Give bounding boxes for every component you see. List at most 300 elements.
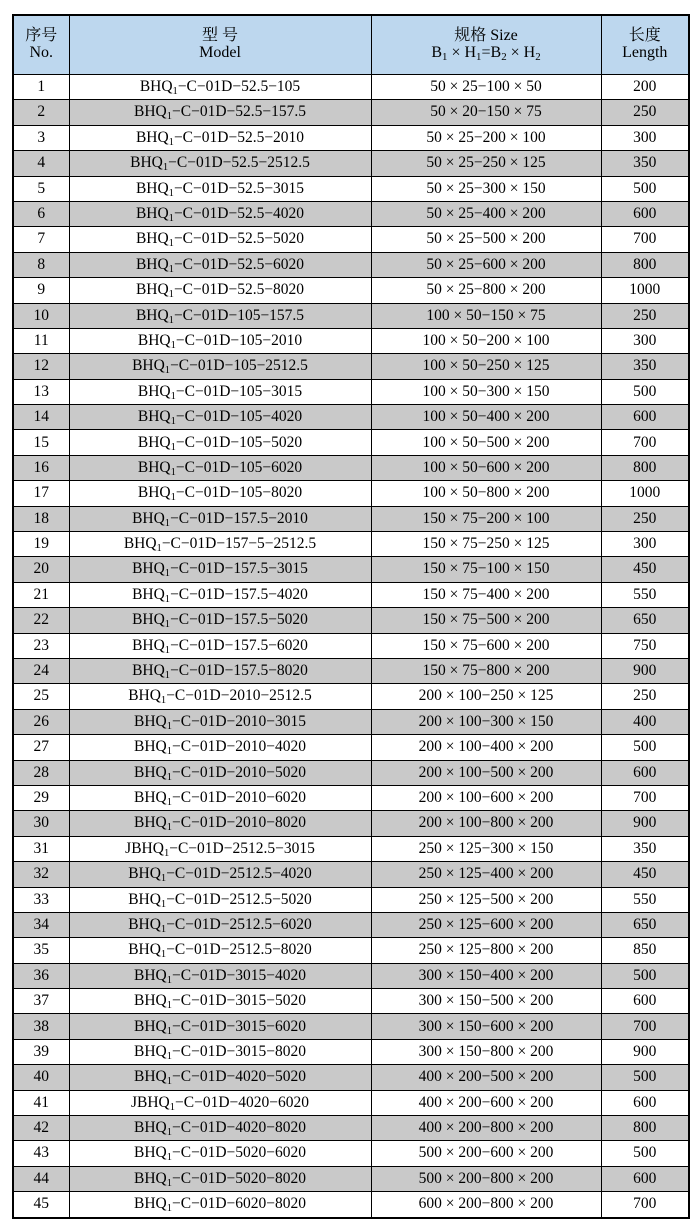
- cell-length: 200: [601, 75, 689, 100]
- model-prefix: BHQ: [134, 103, 167, 121]
- cell-size: 200 × 100−300 × 150: [371, 709, 601, 734]
- model-prefix: BHQ: [134, 712, 167, 730]
- model-prefix: BHQ: [132, 636, 165, 654]
- table-row: [13, 278, 689, 303]
- model-subscript: 1: [166, 771, 172, 783]
- model-prefix: JBHQ: [125, 839, 164, 857]
- cell-model: [69, 405, 371, 430]
- cell-size: 150 × 75−800 × 200: [371, 658, 601, 683]
- model-prefix: BHQ: [134, 789, 167, 806]
- column-header-no: [13, 15, 69, 75]
- model-subscript: 1: [170, 466, 176, 478]
- cell-size: 500 × 200−800 × 200: [371, 1166, 601, 1191]
- model-suffix: −C−01D−52.5−105: [177, 78, 301, 96]
- table-row: [13, 227, 689, 252]
- cell-no: 16: [13, 455, 69, 480]
- cell-model: [69, 836, 371, 861]
- cell-size: 250 × 125−600 × 200: [371, 912, 601, 937]
- cell-no: 37: [13, 989, 69, 1014]
- model-subscript: 1: [166, 797, 172, 808]
- size-formula-mid2: × H: [506, 44, 536, 61]
- model-subscript: 1: [168, 314, 174, 326]
- cell-size: 50 × 25−800 × 200: [371, 278, 601, 303]
- model-suffix: −C−01D−105−4020: [175, 408, 303, 426]
- cell-size: 500 × 200−600 × 200: [371, 1141, 601, 1166]
- cell-no: 15: [13, 430, 69, 455]
- model-subscript: 1: [166, 822, 172, 834]
- cell-size: 200 × 100−400 × 200: [371, 735, 601, 760]
- cell-model: [69, 201, 371, 226]
- model-subscript: 1: [170, 339, 176, 351]
- model-subscript: 1: [164, 670, 171, 682]
- cell-no: 31: [13, 836, 69, 861]
- cell-size: 200 × 100−600 × 200: [371, 785, 601, 810]
- cell-length: 400: [601, 709, 689, 734]
- cell-no: 42: [13, 1116, 69, 1141]
- cell-length: 900: [601, 1039, 689, 1064]
- size-formula-eq: =B: [481, 44, 502, 61]
- cell-size: 150 × 75−400 × 200: [371, 582, 601, 607]
- specification-table: [12, 14, 690, 1219]
- cell-length: 750: [601, 633, 689, 658]
- model-suffix: −C−01D−52.5−2512.5: [168, 154, 310, 172]
- cell-no: 45: [13, 1192, 69, 1218]
- model-suffix: −C−01D−5020−8020: [172, 1169, 306, 1187]
- model-prefix: BHQ: [135, 230, 169, 248]
- table-row: [13, 938, 689, 963]
- model-suffix: −C−01D−157.5−3015: [170, 560, 308, 578]
- cell-no: 30: [13, 811, 69, 836]
- model-subscript: 1: [168, 263, 174, 275]
- cell-size: 200 × 100−500 × 200: [371, 760, 601, 785]
- cell-length: 650: [601, 608, 689, 633]
- cell-model: [69, 760, 371, 785]
- header-row: [13, 15, 689, 75]
- model-subscript: 1: [166, 720, 172, 732]
- cell-size: 250 × 125−800 × 200: [371, 938, 601, 963]
- model-prefix: JBHQ: [130, 1093, 170, 1111]
- model-subscript: 1: [164, 619, 171, 631]
- model-prefix: BHQ: [132, 585, 165, 603]
- model-subscript: 1: [168, 187, 174, 199]
- cell-no: 7: [13, 227, 69, 252]
- table-row: [13, 176, 689, 201]
- cell-no: 27: [13, 735, 69, 760]
- cell-length: 650: [601, 912, 689, 937]
- model-subscript: 1: [169, 1101, 176, 1113]
- model-prefix: BHQ: [132, 509, 165, 527]
- cell-length: 700: [601, 430, 689, 455]
- model-prefix: BHQ: [135, 255, 169, 273]
- table-row: [13, 481, 689, 506]
- model-suffix: −C−01D−52.5−6020: [173, 255, 305, 273]
- cell-length: 600: [601, 201, 689, 226]
- cell-no: 33: [13, 887, 69, 912]
- cell-model: [69, 125, 371, 150]
- model-subscript: 1: [168, 238, 174, 250]
- table-row: [13, 658, 689, 683]
- size-formula-b2-sub: 2: [501, 51, 507, 63]
- cell-model: [69, 100, 371, 125]
- cell-model: [69, 658, 371, 683]
- table-row: [13, 303, 689, 328]
- cell-size: 100 × 50−400 × 200: [371, 405, 601, 430]
- cell-no: 28: [13, 760, 69, 785]
- model-subscript: 1: [170, 416, 176, 428]
- model-suffix: −C−01D−157−5−2512.5: [161, 535, 317, 553]
- column-header-model-cn: 型 号: [201, 27, 238, 45]
- cell-model: [69, 151, 371, 176]
- model-suffix: −C−01D−157.5−8020: [170, 662, 308, 680]
- cell-size: 300 × 150−400 × 200: [371, 963, 601, 988]
- model-prefix: BHQ: [135, 128, 169, 146]
- column-header-model-en: Model: [199, 44, 241, 61]
- model-suffix: −C−01D−105−3015: [175, 382, 303, 400]
- cell-no: 4: [13, 151, 69, 176]
- model-prefix: BHQ: [135, 281, 169, 299]
- table-row: [13, 633, 689, 658]
- cell-model: [69, 633, 371, 658]
- cell-no: 17: [13, 481, 69, 506]
- model-subscript: 1: [170, 441, 176, 453]
- cell-no: 36: [13, 963, 69, 988]
- model-suffix: −C−01D−2512.5−4020: [166, 865, 312, 883]
- table-row: [13, 151, 689, 176]
- cell-model: [69, 1141, 371, 1166]
- table-row: [13, 1166, 689, 1191]
- model-suffix: −C−01D−2010−8020: [172, 814, 306, 832]
- column-header-no-cn: 序号: [25, 27, 58, 45]
- column-header-length-cn: 长度: [628, 27, 661, 45]
- cell-no: 13: [13, 379, 69, 404]
- table-row: [13, 430, 689, 455]
- cell-length: 1000: [601, 278, 689, 303]
- table-row: [13, 684, 689, 709]
- model-prefix: BHQ: [132, 611, 165, 629]
- cell-model: [69, 608, 371, 633]
- table-row: [13, 201, 689, 226]
- cell-length: 250: [601, 506, 689, 531]
- model-subscript: 1: [168, 213, 174, 225]
- cell-model: [69, 252, 371, 277]
- model-suffix: −C−01D−105−2512.5: [170, 357, 308, 375]
- model-suffix: −C−01D−2512.5−8020: [166, 941, 312, 959]
- column-header-size: [371, 15, 601, 75]
- model-prefix: BHQ: [134, 1042, 167, 1060]
- cell-model: [69, 684, 371, 709]
- model-prefix: BHQ: [135, 205, 169, 223]
- cell-no: 1: [13, 75, 69, 100]
- model-prefix: BHQ: [134, 1068, 167, 1086]
- cell-size: 50 × 25−200 × 100: [371, 125, 601, 150]
- cell-no: 11: [13, 328, 69, 353]
- model-subscript: 1: [166, 1177, 172, 1189]
- model-suffix: −C−01D−4020−8020: [172, 1119, 306, 1137]
- table-row: [13, 328, 689, 353]
- table-row: [13, 709, 689, 734]
- model-prefix: BHQ: [134, 738, 167, 756]
- cell-model: [69, 811, 371, 836]
- model-suffix: −C−01D−52.5−8020: [173, 281, 305, 299]
- model-prefix: BHQ: [134, 1195, 167, 1213]
- cell-size: 200 × 100−250 × 125: [371, 684, 601, 709]
- cell-size: 400 × 200−800 × 200: [371, 1116, 601, 1141]
- table-row: [13, 100, 689, 125]
- table-row: [13, 506, 689, 531]
- cell-model: [69, 963, 371, 988]
- cell-model: [69, 379, 371, 404]
- model-prefix: BHQ: [134, 1017, 167, 1035]
- size-formula-h1-sub: 1: [476, 51, 482, 63]
- model-suffix: −C−01D−5020−6020: [172, 1144, 306, 1162]
- model-subscript: 1: [168, 289, 174, 301]
- column-header-length: [601, 15, 689, 75]
- cell-length: 500: [601, 379, 689, 404]
- model-suffix: −C−01D−52.5−2010: [173, 128, 305, 146]
- cell-no: 14: [13, 405, 69, 430]
- cell-no: 6: [13, 201, 69, 226]
- cell-no: 9: [13, 278, 69, 303]
- cell-no: 2: [13, 100, 69, 125]
- cell-no: 39: [13, 1039, 69, 1064]
- cell-size: 300 × 150−600 × 200: [371, 1014, 601, 1039]
- table-row: [13, 887, 689, 912]
- cell-no: 3: [13, 125, 69, 150]
- model-prefix: BHQ: [134, 966, 167, 984]
- model-suffix: −C−01D−52.5−4020: [173, 205, 305, 223]
- cell-model: [69, 582, 371, 607]
- model-subscript: 1: [166, 1000, 172, 1012]
- cell-length: 300: [601, 328, 689, 353]
- cell-length: 850: [601, 938, 689, 963]
- model-subscript: 1: [168, 136, 174, 148]
- cell-size: 400 × 200−500 × 200: [371, 1065, 601, 1090]
- model-prefix: BHQ: [123, 535, 157, 553]
- table-row: [13, 1039, 689, 1064]
- cell-model: [69, 709, 371, 734]
- cell-no: 34: [13, 912, 69, 937]
- cell-length: 700: [601, 227, 689, 252]
- model-suffix: −C−01D−52.5−3015: [173, 179, 305, 197]
- cell-model: [69, 887, 371, 912]
- cell-size: 150 × 75−200 × 100: [371, 506, 601, 531]
- cell-model: [69, 1039, 371, 1064]
- cell-size: 250 × 125−500 × 200: [371, 887, 601, 912]
- cell-no: 21: [13, 582, 69, 607]
- cell-length: 500: [601, 176, 689, 201]
- table-row: [13, 1192, 689, 1218]
- cell-length: 250: [601, 100, 689, 125]
- model-prefix: BHQ: [137, 408, 171, 426]
- cell-length: 350: [601, 836, 689, 861]
- cell-size: 100 × 50−250 × 125: [371, 354, 601, 379]
- cell-model: [69, 532, 371, 557]
- model-subscript: 1: [166, 974, 172, 986]
- table-row: [13, 455, 689, 480]
- cell-size: 100 × 50−600 × 200: [371, 455, 601, 480]
- cell-length: 550: [601, 582, 689, 607]
- cell-size: 50 × 25−300 × 150: [371, 176, 601, 201]
- model-subscript: 1: [170, 390, 176, 402]
- table-row: [13, 608, 689, 633]
- model-prefix: BHQ: [137, 433, 171, 451]
- table-row: [13, 582, 689, 607]
- model-suffix: −C−01D−3015−5020: [172, 992, 306, 1010]
- cell-length: 300: [601, 125, 689, 150]
- model-suffix: −C−01D−157.5−5020: [170, 611, 308, 629]
- table-header: [13, 15, 689, 75]
- cell-no: 26: [13, 709, 69, 734]
- cell-length: 600: [601, 760, 689, 785]
- table-row: [13, 125, 689, 150]
- cell-model: [69, 557, 371, 582]
- cell-model: [69, 989, 371, 1014]
- table-row: [13, 1014, 689, 1039]
- model-subscript: 1: [166, 111, 172, 123]
- model-prefix: BHQ: [128, 941, 161, 959]
- cell-no: 20: [13, 557, 69, 582]
- cell-no: 38: [13, 1014, 69, 1039]
- cell-model: [69, 430, 371, 455]
- cell-length: 450: [601, 557, 689, 582]
- cell-model: [69, 354, 371, 379]
- model-suffix: −C−01D−157.5−4020: [170, 585, 308, 603]
- cell-size: 150 × 75−100 × 150: [371, 557, 601, 582]
- cell-size: 600 × 200−800 × 200: [371, 1192, 601, 1218]
- table-row: [13, 354, 689, 379]
- model-prefix: BHQ: [128, 865, 161, 883]
- table-row: [13, 785, 689, 810]
- cell-size: 50 × 25−250 × 125: [371, 151, 601, 176]
- cell-length: 800: [601, 1116, 689, 1141]
- model-subscript: 1: [166, 1076, 172, 1088]
- cell-size: 100 × 50−500 × 200: [371, 430, 601, 455]
- cell-no: 32: [13, 862, 69, 887]
- cell-no: 44: [13, 1166, 69, 1191]
- cell-no: 41: [13, 1090, 69, 1115]
- model-subscript: 1: [162, 162, 169, 174]
- model-suffix: −C−01D−105−5020: [175, 433, 303, 451]
- model-suffix: −C−01D−157.5−2010: [170, 509, 308, 527]
- model-prefix: BHQ: [137, 458, 171, 476]
- cell-length: 700: [601, 1014, 689, 1039]
- model-suffix: −C−01D−2010−2512.5: [166, 687, 312, 705]
- model-suffix: −C−01D−4020−5020: [172, 1068, 306, 1086]
- table-row: [13, 557, 689, 582]
- cell-length: 500: [601, 1065, 689, 1090]
- model-suffix: −C−01D−3015−8020: [172, 1042, 306, 1060]
- cell-length: 700: [601, 785, 689, 810]
- table-row: [13, 532, 689, 557]
- size-formula-mid: × H: [447, 44, 477, 61]
- cell-model: [69, 1166, 371, 1191]
- cell-size: 50 × 25−400 × 200: [371, 201, 601, 226]
- cell-size: 100 × 50−200 × 100: [371, 328, 601, 353]
- cell-size: 400 × 200−600 × 200: [371, 1090, 601, 1115]
- cell-length: 600: [601, 989, 689, 1014]
- column-header-size-cn: 规格 Size: [454, 27, 518, 45]
- cell-no: 22: [13, 608, 69, 633]
- model-prefix: BHQ: [128, 687, 161, 705]
- model-subscript: 1: [166, 746, 172, 758]
- cell-model: [69, 75, 371, 100]
- cell-size: 100 × 50−300 × 150: [371, 379, 601, 404]
- table-row: [13, 252, 689, 277]
- model-subscript: 1: [160, 949, 167, 961]
- model-suffix: −C−01D−3015−4020: [172, 966, 306, 984]
- table-row: [13, 75, 689, 100]
- model-prefix: BHQ: [137, 382, 171, 400]
- model-prefix: BHQ: [135, 179, 169, 197]
- table-row: [13, 1090, 689, 1115]
- cell-length: 450: [601, 862, 689, 887]
- cell-model: [69, 938, 371, 963]
- cell-length: 500: [601, 735, 689, 760]
- cell-size: 50 × 20−150 × 75: [371, 100, 601, 125]
- cell-length: 600: [601, 405, 689, 430]
- table-row: [13, 963, 689, 988]
- model-prefix: BHQ: [128, 890, 161, 908]
- cell-model: [69, 481, 371, 506]
- cell-size: 250 × 125−300 × 150: [371, 836, 601, 861]
- model-subscript: 1: [163, 847, 170, 859]
- model-suffix: −C−01D−2010−6020: [172, 789, 306, 806]
- model-prefix: BHQ: [132, 357, 165, 375]
- column-header-model: [69, 15, 371, 75]
- cell-length: 1000: [601, 481, 689, 506]
- cell-no: 29: [13, 785, 69, 810]
- cell-length: 500: [601, 1141, 689, 1166]
- cell-size: 150 × 75−600 × 200: [371, 633, 601, 658]
- cell-length: 900: [601, 811, 689, 836]
- cell-size: 50 × 25−600 × 200: [371, 252, 601, 277]
- size-formula-h2-sub: 2: [535, 51, 541, 63]
- model-suffix: −C−01D−105−157.5: [173, 306, 305, 324]
- model-prefix: BHQ: [134, 1144, 167, 1162]
- model-subscript: 1: [164, 644, 171, 656]
- cell-model: [69, 506, 371, 531]
- model-prefix: BHQ: [130, 154, 163, 172]
- cell-size: 250 × 125−400 × 200: [371, 862, 601, 887]
- model-suffix: −C−01D−3015−6020: [172, 1017, 306, 1035]
- cell-model: [69, 1192, 371, 1218]
- model-subscript: 1: [160, 873, 167, 885]
- model-prefix: BHQ: [132, 560, 165, 578]
- cell-model: [69, 1116, 371, 1141]
- model-suffix: −C−01D−105−2010: [175, 331, 303, 349]
- table-row: [13, 1065, 689, 1090]
- cell-no: 12: [13, 354, 69, 379]
- model-suffix: −C−01D−2010−4020: [172, 738, 306, 756]
- model-suffix: −C−01D−4020−6020: [175, 1093, 310, 1111]
- cell-model: [69, 862, 371, 887]
- model-suffix: −C−01D−52.5−157.5: [172, 103, 306, 121]
- cell-size: 50 × 25−100 × 50: [371, 75, 601, 100]
- table-body: [13, 75, 689, 1218]
- model-prefix: BHQ: [132, 662, 165, 680]
- cell-model: [69, 227, 371, 252]
- cell-size: 100 × 50−150 × 75: [371, 303, 601, 328]
- cell-length: 350: [601, 354, 689, 379]
- table-row: [13, 862, 689, 887]
- cell-model: [69, 1090, 371, 1115]
- model-prefix: BHQ: [139, 78, 173, 96]
- model-suffix: −C−01D−2010−5020: [172, 763, 306, 781]
- table-row: [13, 760, 689, 785]
- model-prefix: BHQ: [134, 992, 167, 1010]
- model-suffix: −C−01D−6020−8020: [172, 1195, 306, 1213]
- cell-no: 23: [13, 633, 69, 658]
